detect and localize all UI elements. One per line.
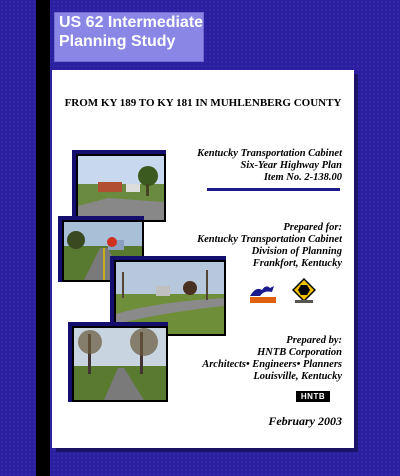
unbridled-spirit-logo [248, 280, 278, 304]
title-line-2: Planning Study [59, 33, 176, 50]
kytc-line-3: Item No. 2-138.00 [263, 172, 342, 183]
prepared-for-line-3: Frankfort, Kentucky [252, 258, 342, 269]
prepared-for-label: Prepared for: [283, 222, 342, 233]
road-photo-1 [76, 154, 166, 222]
title-box [54, 12, 204, 62]
road-photo-4 [72, 326, 168, 402]
prepared-by-line-3: Louisville, Kentucky [253, 371, 342, 382]
title-line-1: US 62 Intermediate [59, 14, 204, 31]
kytc-block [197, 148, 342, 184]
kentucky-transportation-logo [292, 278, 316, 304]
prepared-by-label: Prepared by: [286, 335, 342, 346]
kytc-line-1: Kentucky Transportation Cabinet [197, 148, 342, 159]
report-date: February 2003 [268, 414, 342, 428]
prepared-by-line-2: Architects• Engineers• Planners [202, 359, 342, 370]
prepared-for-line-2: Division of Planning [251, 246, 342, 257]
prepared-for-line-1: Kentucky Transportation Cabinet [197, 234, 342, 245]
left-black-bar [36, 0, 50, 476]
report-subtitle: FROM KY 189 TO KY 181 IN MUHLENBERG COUNTY [64, 97, 342, 109]
divider-line [207, 188, 340, 191]
prepared-by-line-1: HNTB Corporation [257, 347, 342, 358]
hntb-logo: HNTB [296, 391, 330, 402]
prepared-by-block [202, 335, 342, 383]
kytc-line-2: Six-Year Highway Plan [240, 160, 342, 171]
